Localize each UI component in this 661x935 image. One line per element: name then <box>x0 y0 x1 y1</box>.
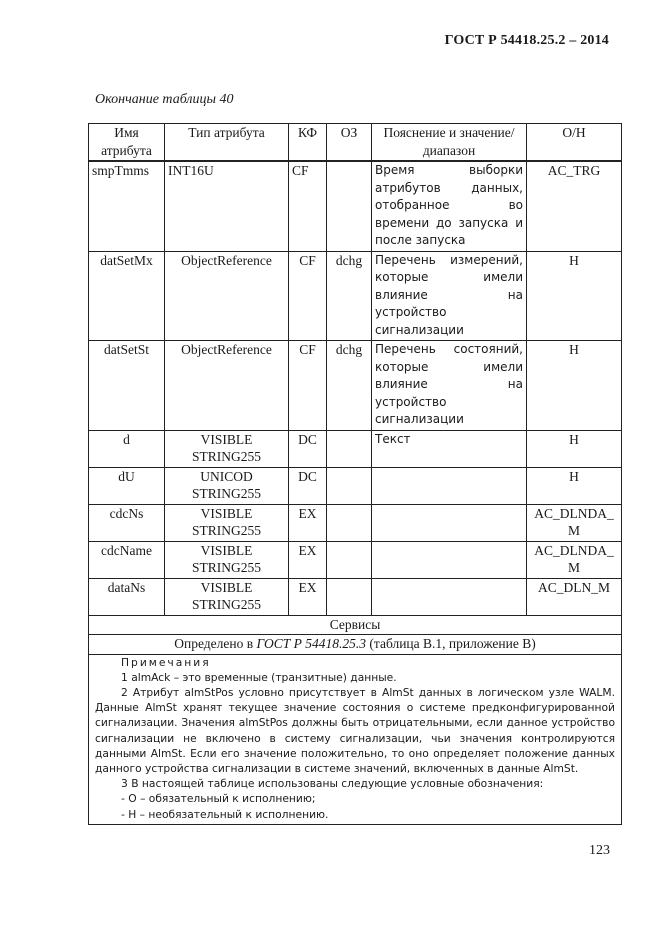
defined-suffix: (таблица В.1, приложение В) <box>366 636 536 651</box>
desc-line: времени до запуска и <box>375 215 523 230</box>
defined-in <box>89 635 622 655</box>
cell-name: smpTmms <box>89 161 165 251</box>
cell-desc <box>372 504 527 541</box>
cell-trg <box>327 541 372 578</box>
table-row <box>89 251 622 341</box>
cell-mo: AC_DLNDA_M <box>527 541 622 578</box>
col-header-desc: Пояснение и значение/диапазон <box>372 124 527 162</box>
desc-line: которые имели <box>375 270 523 284</box>
cell-trg <box>327 430 372 467</box>
defined-prefix: Определено в <box>174 636 257 651</box>
cell-trg <box>327 578 372 615</box>
cell-desc <box>372 430 527 467</box>
cell-mo: AC_DLN_M <box>527 578 622 615</box>
table-row <box>89 341 622 431</box>
cell-name: d <box>89 430 165 467</box>
table-row <box>89 504 622 541</box>
cell-trg <box>327 161 372 251</box>
cell-desc <box>372 341 527 431</box>
cell-type: UNICOD STRING255 <box>165 467 289 504</box>
note-item: 3 В настоящей таблице использованы следующие условные обозначения: <box>121 777 544 791</box>
col-header-name: Имя атрибута <box>89 124 165 162</box>
cell-mo: Н <box>527 251 622 341</box>
table-row <box>89 430 622 467</box>
cell-mo: Н <box>527 430 622 467</box>
cell-name: cdcNs <box>89 504 165 541</box>
cell-desc <box>372 467 527 504</box>
desc-line: сигнализации <box>375 412 464 426</box>
desc-line: Перечень измерений, <box>375 252 523 267</box>
page-number: 123 <box>589 843 610 858</box>
note-item: - О – обязательный к исполнению; <box>121 792 316 806</box>
desc-line: устройство <box>375 305 447 319</box>
desc-line: устройство <box>375 394 447 409</box>
cell-fc: DC <box>289 467 327 504</box>
cell-name: dataNs <box>89 578 165 615</box>
defined-ref: ГОСТ Р 54418.25.3 <box>256 636 367 651</box>
services-row <box>89 615 622 635</box>
note-item: 2 Атрибут almStPos условно присутствует в AlmSt данных в логическом узле WALM. Данные AlmSt хранят текущее значение состояния о системе предконфигурированной сигнализации. Значения almStPos должны быть отрицательными, если данное устройство сигнализации не включено в систему сигнализации, чьи значения контролируются данными AlmSt. Если его значение положительно, то оно определяет положение данных данного устройства сигнализации в системе значений, включенных в данные AlmSt. <box>95 685 615 775</box>
cell-name: cdcName <box>89 541 165 578</box>
notes-row <box>89 654 622 824</box>
desc-line: Время выборки <box>375 163 523 177</box>
cell-desc <box>372 161 527 251</box>
defined-row <box>89 635 622 655</box>
cell-name: dU <box>89 467 165 504</box>
table-header-row <box>89 124 622 162</box>
desc-line: после запуска <box>375 233 466 247</box>
cell-trg: dchg <box>327 251 372 341</box>
col-header-fc: КФ <box>289 124 327 162</box>
desc-line: которые имели <box>375 359 523 374</box>
cell-desc <box>372 541 527 578</box>
cell-fc: EX <box>289 504 327 541</box>
col-header-trg: ОЗ <box>327 124 372 162</box>
desc-line: сигнализации <box>375 322 464 337</box>
table-caption: Окончание таблицы 40 <box>95 92 234 107</box>
desc-line: Текст <box>375 431 411 446</box>
cell-name: datSetMx <box>89 251 165 341</box>
cell-desc <box>372 578 527 615</box>
services-label: Сервисы <box>89 615 622 635</box>
cell-fc: EX <box>289 578 327 615</box>
table-row <box>89 161 622 251</box>
table-row <box>89 541 622 578</box>
cell-fc: CF <box>289 251 327 341</box>
col-header-type: Тип атрибута <box>165 124 289 162</box>
cell-type: VISIBLE STRING255 <box>165 430 289 467</box>
cell-trg <box>327 504 372 541</box>
cell-type: ObjectReference <box>165 341 289 431</box>
cell-fc: EX <box>289 541 327 578</box>
col-header-mo: О/Н <box>527 124 622 162</box>
note-item: 1 almAck – это временные (транзитные) данные. <box>121 670 397 684</box>
cell-fc: CF <box>289 341 327 431</box>
cell-type: VISIBLE STRING255 <box>165 541 289 578</box>
desc-line: Перечень состояний, <box>375 342 523 356</box>
note-item: - Н – необязательный к исполнению. <box>121 807 329 821</box>
cell-mo: Н <box>527 467 622 504</box>
table-row <box>89 578 622 615</box>
cell-fc: DC <box>289 430 327 467</box>
desc-line: влияние на <box>375 377 523 391</box>
cell-type: VISIBLE STRING255 <box>165 504 289 541</box>
cell-fc: CF <box>289 161 327 251</box>
cell-mo: AC_TRG <box>527 161 622 251</box>
cell-mo: AC_DLNDA_M <box>527 504 622 541</box>
cell-desc <box>372 251 527 341</box>
cell-type: VISIBLE STRING255 <box>165 578 289 615</box>
table-row <box>89 467 622 504</box>
cell-name: datSetSt <box>89 341 165 431</box>
attribute-table <box>88 123 622 825</box>
cell-type: INT16U <box>165 161 289 251</box>
cell-mo: Н <box>527 341 622 431</box>
desc-line: влияние на <box>375 287 523 302</box>
cell-trg: dchg <box>327 341 372 431</box>
desc-line: атрибутов данных, <box>375 180 523 195</box>
cell-type: ObjectReference <box>165 251 289 341</box>
cell-trg <box>327 467 372 504</box>
standard-header: ГОСТ Р 54418.25.2 – 2014 <box>444 33 609 48</box>
desc-line: отобранное во <box>375 198 523 212</box>
notes-title: Примечания <box>121 655 211 669</box>
notes-block <box>89 654 622 824</box>
